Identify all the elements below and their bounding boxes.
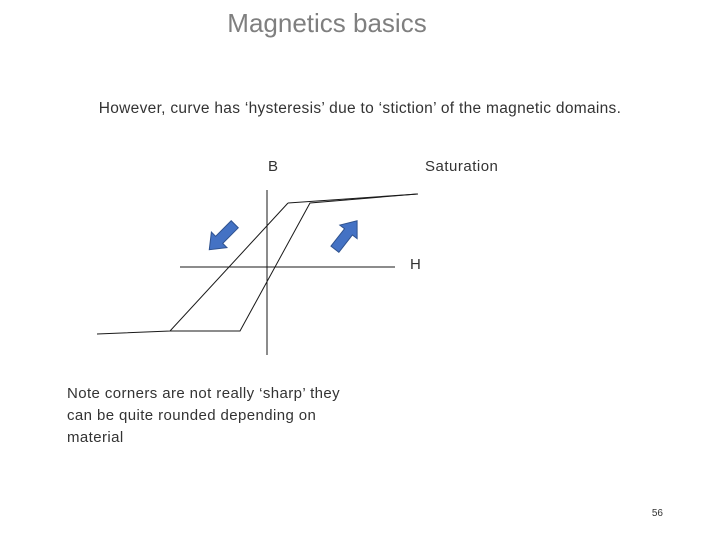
- increasing-field-arrow: [326, 214, 366, 256]
- saturation-label: Saturation: [425, 158, 499, 175]
- slide-title: Magnetics basics: [227, 8, 427, 38]
- hysteresis-right-branch: [170, 194, 417, 331]
- hysteresis-left-branch: [97, 203, 288, 334]
- b-axis-label: B: [268, 158, 279, 175]
- h-axis-label: H: [410, 256, 422, 273]
- slide-subtitle: However, curve has ‘hysteresis’ due to ‘stiction’ of the magnetic domains.: [98, 100, 622, 117]
- page-number: 56: [651, 508, 663, 519]
- note-text: Note corners are not really ‘sharp’ they can be quite rounded depending on material: [67, 385, 341, 446]
- decreasing-field-arrow: [201, 216, 242, 257]
